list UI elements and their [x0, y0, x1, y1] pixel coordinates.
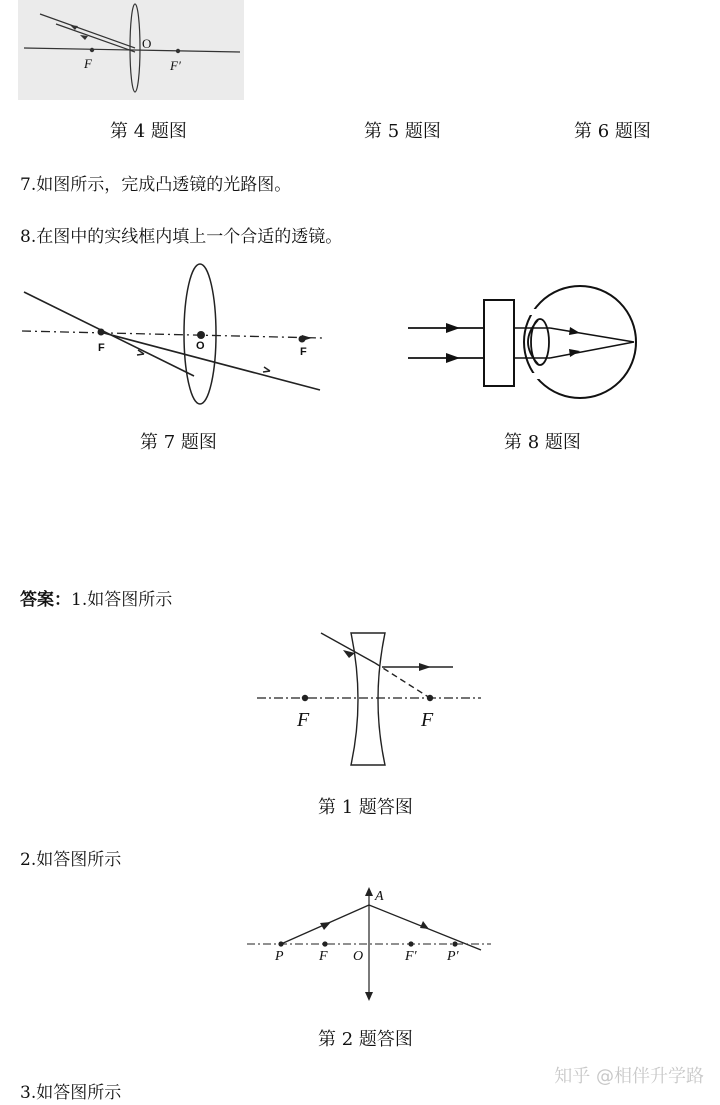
- ans2-label-a: A: [375, 889, 384, 904]
- ans1-label-f-right: F: [421, 709, 434, 731]
- question-7: 7.如图所示，完成凸透镜的光路图。: [20, 175, 292, 195]
- caption-fig7: 第 7 题图: [140, 432, 217, 453]
- figure-4-diagram: [18, 0, 244, 100]
- caption-ans2: 第 2 题答图: [318, 1029, 413, 1050]
- answer-figure-2: [245, 885, 495, 1003]
- fig4-label-o: O: [142, 36, 152, 51]
- answers-heading: 答案：: [20, 590, 71, 610]
- fig7-label-f-left: F: [98, 342, 105, 354]
- ans2-label-o: O: [353, 949, 364, 964]
- figure-4: [18, 0, 244, 100]
- answer-1-text: 1.如答图所示: [71, 590, 173, 610]
- caption-fig8: 第 8 题图: [504, 432, 581, 453]
- ans2-label-f-prime: F′: [405, 949, 417, 964]
- fig7-label-o: O: [196, 340, 205, 352]
- answer-2-text: 2.如答图所示: [20, 850, 122, 870]
- caption-fig5: 第 5 题图: [364, 121, 441, 142]
- figure-7-diagram: [18, 258, 328, 413]
- answer-figure-1: [255, 625, 485, 770]
- caption-ans1: 第 1 题答图: [318, 797, 413, 818]
- figure-7: [18, 258, 328, 413]
- ans1-label-f-left: F: [297, 709, 310, 731]
- question-8: 8.在图中的实线框内填上一个合适的透镜。: [20, 227, 343, 247]
- answer-3-text: 3.如答图所示: [20, 1083, 122, 1103]
- answers-line-1: [20, 585, 172, 610]
- answer-figure-1-diagram: [255, 625, 485, 770]
- caption-fig4: 第 4 题图: [110, 121, 187, 142]
- fig4-label-f: F: [84, 56, 92, 71]
- fig7-label-f-right: F: [300, 346, 307, 358]
- ans2-label-p-prime: P′: [447, 949, 459, 964]
- answer-figure-2-diagram: [245, 885, 495, 1003]
- caption-fig6: 第 6 题图: [574, 121, 651, 142]
- watermark: 知乎 @相伴升学路: [554, 1066, 704, 1087]
- figure-8-diagram: [400, 280, 650, 400]
- ans2-label-p: P: [275, 949, 284, 964]
- figure-8: [400, 280, 650, 400]
- fig4-label-f-prime: F′: [170, 58, 181, 73]
- ans2-label-f: F: [319, 949, 328, 964]
